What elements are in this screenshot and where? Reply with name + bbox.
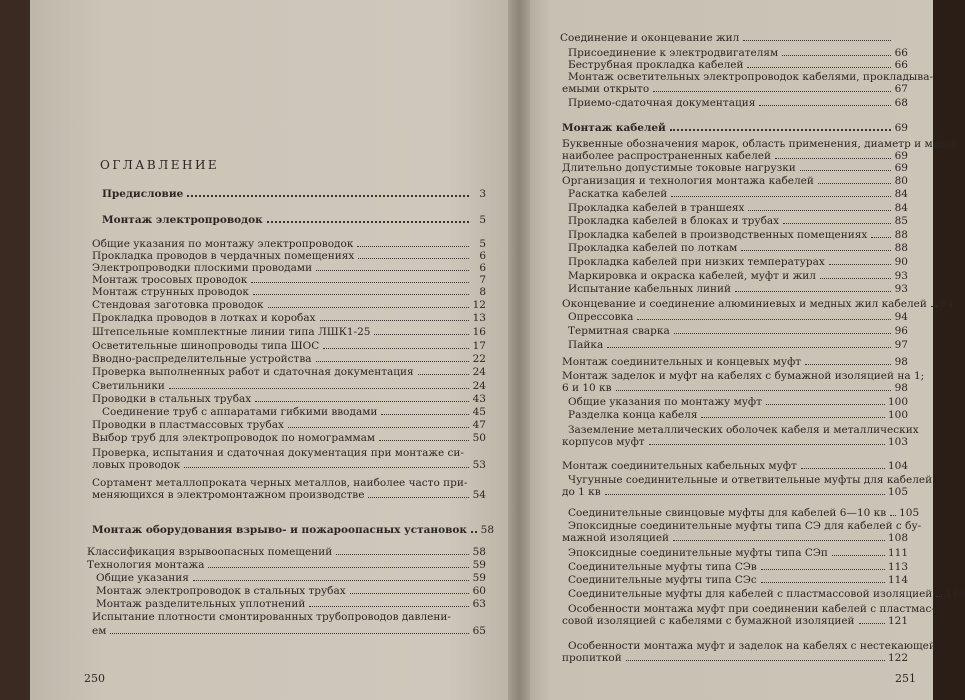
dot-leader xyxy=(801,468,885,469)
toc-page-number: 100 xyxy=(887,396,908,408)
toc-entry-title: Проводки в пластмассовых трубах xyxy=(92,419,284,431)
toc-entry xyxy=(92,524,495,536)
toc-page-number: 105 xyxy=(887,486,908,498)
toc-page-number: 5 xyxy=(479,214,486,226)
toc-page-number: 45 xyxy=(472,406,486,418)
toc-entry-title: Приемо-сдаточная документация xyxy=(568,97,756,109)
toc-entry-title: Общие указания по монтажу муфт xyxy=(568,396,762,408)
toc-page-number: 16 xyxy=(472,326,486,338)
toc-entry xyxy=(568,188,908,200)
toc-entry-title-continuation: корпусов муфт xyxy=(562,436,645,448)
dot-leader xyxy=(859,623,885,624)
toc-entry xyxy=(568,507,920,519)
toc-page-number: 8 xyxy=(479,286,486,298)
toc-entry xyxy=(87,546,486,558)
toc-page-number: 93 xyxy=(894,270,908,282)
toc-page-number: 111 xyxy=(887,547,908,559)
toc-entry xyxy=(92,353,486,365)
toc-page-number: 85 xyxy=(894,215,908,227)
dot-leader xyxy=(649,444,885,445)
dot-leader xyxy=(766,404,885,405)
toc-entry-title: Монтаж разделительных уплотнений xyxy=(96,598,306,610)
dot-leader xyxy=(316,361,469,362)
toc-entry xyxy=(96,585,486,597)
toc-page-number: 98 xyxy=(894,356,908,368)
toc-entry xyxy=(92,340,486,352)
toc-entry xyxy=(568,215,908,227)
dot-leader xyxy=(374,334,469,335)
toc-entry-title: Монтаж электропроводок xyxy=(102,214,263,226)
toc-entry-title: Опрессовка xyxy=(568,311,634,323)
toc-entry xyxy=(568,409,908,421)
toc-page-number: 69 xyxy=(894,162,908,174)
toc-entry-title: Термитная сварка xyxy=(568,325,670,337)
toc-entry xyxy=(568,574,908,586)
toc-entry-title-continuation: до 1 кв xyxy=(562,486,601,498)
toc-page-number: 108 xyxy=(887,532,908,544)
toc-entry xyxy=(562,486,908,498)
toc-entry xyxy=(92,489,486,501)
toc-entry xyxy=(96,598,486,610)
toc-entry xyxy=(568,283,908,295)
toc-entry xyxy=(92,250,486,262)
toc-entry xyxy=(562,122,908,134)
dot-leader xyxy=(368,497,469,498)
toc-page-number: 54 xyxy=(472,489,486,501)
dot-leader xyxy=(673,540,885,541)
toc-page-number: 121 xyxy=(887,615,908,627)
toc-entry-title: Проверка, испытания и сдаточная документация при монтаже си- xyxy=(92,447,464,459)
toc-entry-title: Эпоксидные соединительные муфты типа СЭп xyxy=(568,547,828,559)
dot-leader xyxy=(820,278,891,279)
book-gutter xyxy=(508,0,530,700)
toc-page-number: 94 xyxy=(940,298,954,310)
toc-entry xyxy=(87,559,486,571)
toc-entry-title: Особенности монтажа муфт при соединении кабелей с пластмас- xyxy=(568,603,935,615)
dot-leader xyxy=(267,221,469,223)
toc-entry-title: Монтаж соединительных кабельных муфт xyxy=(562,460,797,472)
toc-entry-title: Монтаж соединительных и концевых муфт xyxy=(562,356,802,368)
dot-leader xyxy=(607,347,891,348)
toc-entry-title-continuation: емыми открыто xyxy=(562,83,650,95)
toc-page-number: 24 xyxy=(472,366,486,378)
toc-entry xyxy=(92,366,486,378)
dot-leader xyxy=(110,633,469,634)
toc-entry-title: Монтаж кабелей xyxy=(562,122,666,134)
toc-entry xyxy=(562,460,908,472)
dot-leader xyxy=(653,91,891,92)
toc-page-number: 103 xyxy=(887,436,908,448)
right-page-number: 251 xyxy=(895,672,916,685)
toc-entry-title: Организация и технология монтажа кабелей xyxy=(562,175,814,187)
toc-page-number: 24 xyxy=(472,380,486,392)
dot-leader xyxy=(871,237,891,238)
toc-page-number: 59 xyxy=(472,559,486,571)
toc-entry-title: Стендовая заготовка проводок xyxy=(92,299,264,311)
toc-page-number: 17 xyxy=(472,340,486,352)
toc-page-number: 114 xyxy=(887,574,908,586)
dot-leader xyxy=(747,67,891,68)
toc-entry-title: Монтаж тросовых проводок xyxy=(92,274,248,286)
toc-entry xyxy=(568,396,908,408)
dot-leader xyxy=(743,40,891,41)
toc-entry xyxy=(562,652,908,664)
toc-page-number: 5 xyxy=(479,238,486,250)
toc-entry xyxy=(562,356,908,368)
toc-entry-title: Проверка выполненных работ и сдаточная документация xyxy=(92,366,414,378)
toc-page-number: 7 xyxy=(479,274,486,286)
toc-entry-title-continuation: меняющихся в электромонтажном производстве xyxy=(92,489,365,501)
toc-entry xyxy=(102,188,486,200)
toc-entry-title-continuation: ловых проводок xyxy=(92,459,181,471)
dot-leader xyxy=(255,401,469,402)
toc-entry xyxy=(96,572,486,584)
dot-leader xyxy=(936,596,942,597)
toc-page-number: 12 xyxy=(472,299,486,311)
toc-page-number: 13 xyxy=(472,312,486,324)
dot-leader xyxy=(761,582,885,583)
toc-entry-title: Электропроводки плоскими проводами xyxy=(92,262,313,274)
toc-entry xyxy=(92,419,486,431)
toc-page-number: 113 xyxy=(887,561,908,573)
toc-page-number: 68 xyxy=(894,97,908,109)
toc-page-number: 88 xyxy=(894,229,908,241)
toc-entry xyxy=(102,214,486,226)
dot-leader xyxy=(626,660,885,661)
toc-entry xyxy=(92,393,486,405)
toc-entry-title: Прокладка кабелей в производственных помещениях xyxy=(568,229,868,241)
dot-leader xyxy=(357,246,469,247)
toc-page-number: 65 xyxy=(472,625,486,637)
dot-leader xyxy=(418,374,469,375)
dot-leader xyxy=(323,348,469,349)
toc-entry-title: Технология монтажа xyxy=(87,559,205,571)
dot-leader xyxy=(616,390,891,391)
toc-entry xyxy=(568,325,908,337)
left-page-number: 250 xyxy=(84,672,105,685)
toc-entry-title: Прокладка кабелей по лоткам xyxy=(568,242,738,254)
toc-entry-title: Особенности монтажа муфт и заделок на кабелях с нестекающей xyxy=(568,640,936,652)
toc-entry-title: Заземление металлических оболочек кабеля и металлических xyxy=(568,424,919,436)
toc-entry xyxy=(562,150,908,162)
dot-leader xyxy=(674,333,891,334)
toc-page-number: 47 xyxy=(472,419,486,431)
dot-leader xyxy=(193,580,469,581)
toc-entry-title-continuation: ем xyxy=(92,625,107,637)
dot-leader xyxy=(288,427,469,428)
toc-entry-title: Раскатка кабелей xyxy=(568,188,668,200)
toc-page-number: 90 xyxy=(894,256,908,268)
dot-leader xyxy=(184,467,469,468)
toc-entry-title: Прокладка кабелей при низких температурах xyxy=(568,256,825,268)
toc-entry-title: Прокладка проводов в лотках и коробах xyxy=(92,312,316,324)
toc-entry-title: Соединительные муфты для кабелей с пластмассовой изоляцией xyxy=(568,588,933,600)
dot-leader xyxy=(336,554,469,555)
toc-entry-title-continuation: совой изоляцией с кабелями с бумажной изоляцией xyxy=(562,615,855,627)
toc-entry xyxy=(92,459,486,471)
toc-entry-title: Прокладка проводов в чердачных помещениях xyxy=(92,250,355,262)
toc-entry xyxy=(568,242,908,254)
toc-entry-title: Прокладка кабелей в траншеях xyxy=(568,202,745,214)
dot-leader xyxy=(381,414,469,415)
toc-page-number: 67 xyxy=(894,83,908,95)
contents-heading: ОГЛАВЛЕНИЕ xyxy=(100,158,220,172)
toc-entry xyxy=(92,625,486,637)
toc-page-number: 100 xyxy=(887,409,908,421)
toc-entry-title: Проводки в стальных трубах xyxy=(92,393,252,405)
toc-page-number: 88 xyxy=(894,242,908,254)
toc-page-number: 96 xyxy=(894,325,908,337)
dot-leader xyxy=(761,569,885,570)
toc-page-number: 43 xyxy=(472,393,486,405)
toc-entry xyxy=(568,97,908,109)
toc-entry xyxy=(560,32,908,44)
toc-entry xyxy=(92,286,486,298)
toc-page-number: 69 xyxy=(894,150,908,162)
dot-leader xyxy=(818,183,891,184)
toc-entry xyxy=(562,532,908,544)
dot-leader xyxy=(735,291,891,292)
toc-entry xyxy=(568,270,908,282)
toc-entry xyxy=(92,262,486,274)
dot-leader xyxy=(187,195,469,197)
dot-leader xyxy=(829,264,891,265)
dot-leader xyxy=(316,270,469,271)
toc-entry xyxy=(568,59,908,71)
toc-entry-title: Монтаж электропроводок в стальных трубах xyxy=(96,585,346,597)
toc-page-number: 105 xyxy=(899,507,920,519)
dot-leader xyxy=(931,306,937,307)
dot-leader xyxy=(782,55,891,56)
dot-leader xyxy=(637,319,891,320)
toc-entry-title: Пайка xyxy=(568,339,604,351)
toc-page-number: 3 xyxy=(479,188,486,200)
toc-entry-title: Монтаж заделок и муфт на кабелях с бумажной изоляцией на 1; xyxy=(562,370,925,382)
toc-entry-title: Оконцевание и соединение алюминиевых и медных жил кабелей xyxy=(562,298,927,310)
toc-entry-title: Длительно допустимые токовые нагрузки xyxy=(562,162,796,174)
toc-entry xyxy=(568,547,908,559)
toc-entry xyxy=(568,229,908,241)
toc-page-number: 66 xyxy=(894,59,908,71)
dot-leader xyxy=(775,158,891,159)
toc-entry xyxy=(568,47,908,59)
toc-entry xyxy=(568,311,908,323)
dot-leader xyxy=(748,210,891,211)
toc-page-number: 6 xyxy=(479,262,486,274)
dot-leader xyxy=(169,388,469,389)
toc-entry-title: Штепсельные комплектные линии типа ЛШК1-25 xyxy=(92,326,371,338)
toc-entry xyxy=(568,256,908,268)
dot-leader xyxy=(379,440,469,441)
toc-entry xyxy=(562,83,908,95)
toc-entry-title: Осветительные шинопроводы типа ШОС xyxy=(92,340,320,352)
dot-leader xyxy=(605,494,885,495)
toc-entry-title: Классификация взрывоопасных помещений xyxy=(87,546,333,558)
toc-page-number: 84 xyxy=(894,188,908,200)
dot-leader xyxy=(253,294,469,295)
toc-entry-title-continuation: наиболее распространенных кабелей xyxy=(562,150,771,162)
toc-page-number: 80 xyxy=(894,175,908,187)
toc-entry xyxy=(562,436,908,448)
toc-entry xyxy=(568,561,908,573)
dot-leader xyxy=(268,307,469,308)
toc-entry xyxy=(92,238,486,250)
toc-entry xyxy=(92,380,486,392)
toc-entry-title: Общие указания по монтажу электропроводок xyxy=(92,238,354,250)
toc-entry-title: Чугунные соединительные и ответвительные муфты для кабелей xyxy=(568,474,933,486)
toc-entry-title: Испытание кабельных линий xyxy=(568,283,732,295)
dot-leader xyxy=(800,170,891,171)
dot-leader xyxy=(251,282,469,283)
toc-entry-title: Монтаж осветительных электропроводок кабелями, прокладыва- xyxy=(568,71,934,83)
toc-entry-title: Светильники xyxy=(92,380,165,392)
toc-entry-title: Сортамент металлопроката черных металлов, наиболее часто при- xyxy=(92,477,468,489)
dot-leader xyxy=(805,364,891,365)
dot-leader xyxy=(309,606,469,607)
toc-entry xyxy=(92,312,486,324)
toc-page-number: 84 xyxy=(894,202,908,214)
toc-entry-title: Беструбная прокладка кабелей xyxy=(568,59,744,71)
toc-entry xyxy=(568,202,908,214)
toc-entry xyxy=(562,382,908,394)
toc-entry-title: Соединительные муфты типа СЭс xyxy=(568,574,757,586)
toc-entry-title: Испытание плотности смонтированных трубопроводов давлени- xyxy=(92,611,451,623)
dot-leader xyxy=(832,555,885,556)
toc-entry xyxy=(568,339,908,351)
toc-entry-title: Эпоксидные соединительные муфты типа СЭ для кабелей с бу- xyxy=(568,520,922,532)
toc-entry xyxy=(102,406,486,418)
toc-entry-title: Буквенные обозначения марок, область применения, диаметр и масса xyxy=(562,138,957,150)
toc-page-number: 122 xyxy=(887,652,908,664)
dot-leader xyxy=(759,105,891,106)
toc-page-number: 97 xyxy=(894,339,908,351)
dot-leader xyxy=(350,593,469,594)
toc-page-number: 63 xyxy=(472,598,486,610)
dot-leader xyxy=(670,129,891,131)
toc-page-number: 94 xyxy=(894,311,908,323)
toc-entry xyxy=(562,298,954,310)
toc-entry-title: Предисловие xyxy=(102,188,184,200)
toc-entry-title-continuation: пропиткой xyxy=(562,652,622,664)
toc-entry-title: Соединительные свинцовые муфты для кабелей 6—10 кв xyxy=(568,507,887,519)
dot-leader xyxy=(890,515,896,516)
toc-entry-title: Общие указания xyxy=(96,572,189,584)
dot-leader xyxy=(208,567,469,568)
toc-entry-title-continuation: 6 и 10 кв xyxy=(562,382,612,394)
toc-page-number: 22 xyxy=(472,353,486,365)
toc-page-number: 59 xyxy=(472,572,486,584)
toc-page-number: 98 xyxy=(894,382,908,394)
toc-entry-title: Соединение труб с аппаратами гибкими вводами xyxy=(102,406,378,418)
toc-entry-title: Присоединение к электродвигателям xyxy=(568,47,779,59)
toc-entry xyxy=(92,274,486,286)
dot-leader xyxy=(471,531,477,533)
toc-page-number: 50 xyxy=(472,432,486,444)
toc-entry xyxy=(562,162,908,174)
toc-entry-title: Маркировка и окраска кабелей, муфт и жил xyxy=(568,270,816,282)
toc-entry-title: Монтаж оборудования взрыво- и пожароопасных установок xyxy=(92,524,468,536)
toc-entry-title: Прокладка кабелей в блоках и трубах xyxy=(568,215,780,227)
toc-entry-title: Соединение и оконцевание жил xyxy=(560,32,740,44)
toc-entry xyxy=(92,326,486,338)
dot-leader xyxy=(358,258,469,259)
dot-leader xyxy=(671,196,891,197)
toc-page-number: 93 xyxy=(894,283,908,295)
toc-entry xyxy=(562,175,908,187)
toc-page-number: 66 xyxy=(894,47,908,59)
toc-page-number: 58 xyxy=(472,546,486,558)
toc-page-number: 53 xyxy=(472,459,486,471)
dot-leader xyxy=(741,250,891,251)
toc-entry-title: Выбор труб для электропроводок по номограммам xyxy=(92,432,376,444)
toc-page-number: 116 xyxy=(945,588,965,600)
toc-page-number: 104 xyxy=(887,460,908,472)
toc-entry xyxy=(92,299,486,311)
toc-entry xyxy=(562,615,908,627)
toc-entry-title: Разделка конца кабеля xyxy=(568,409,698,421)
toc-entry xyxy=(568,588,965,600)
toc-entry xyxy=(92,432,486,444)
toc-entry-title: Вводно-распределительные устройства xyxy=(92,353,312,365)
toc-page-number: 58 xyxy=(480,524,495,536)
toc-entry-title: Монтаж струнных проводок xyxy=(92,286,249,298)
dot-leader xyxy=(783,223,891,224)
toc-page-number: 69 xyxy=(894,122,908,134)
toc-entry-title: Соединительные муфты типа СЭв xyxy=(568,561,757,573)
toc-entry-title-continuation: мажной изоляцией xyxy=(562,532,670,544)
toc-page-number: 60 xyxy=(472,585,486,597)
dot-leader xyxy=(320,320,469,321)
dot-leader xyxy=(701,417,885,418)
toc-page-number: 6 xyxy=(479,250,486,262)
